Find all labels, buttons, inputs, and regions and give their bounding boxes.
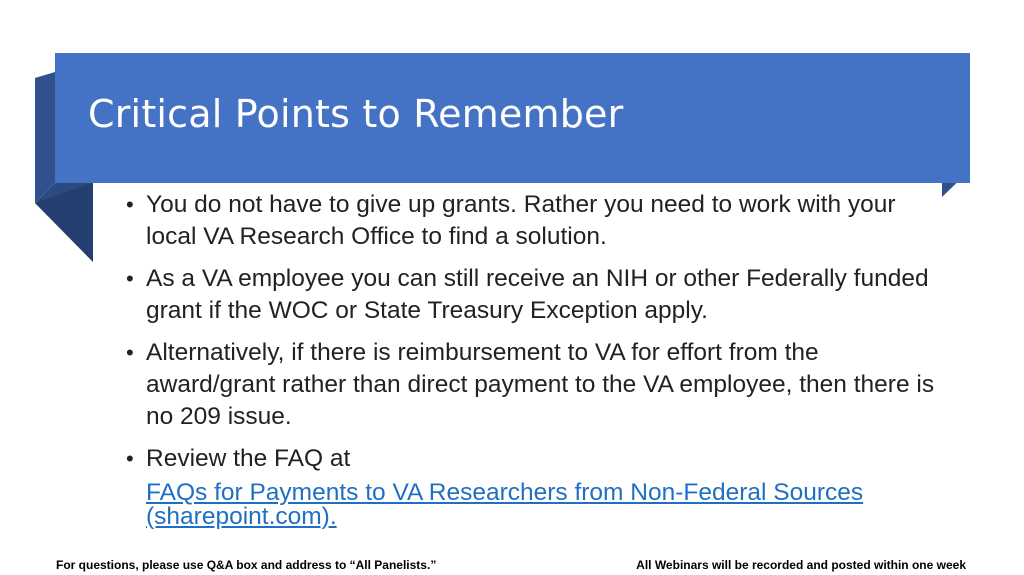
bullet-list [126,189,946,539]
bullet-item [126,443,946,529]
bullet-glyph: • [126,446,134,471]
bullet-text: Review the FAQ at [146,445,351,472]
footer-recording-note: All Webinars will be recorded and posted within one week [636,558,966,572]
slide-title: Critical Points to Remember [88,92,624,136]
bullet-item [126,263,946,327]
bullet-glyph: • [126,340,134,365]
bullet-glyph: • [126,192,134,217]
bullet-item [126,189,946,253]
bullet-text: Alternatively, if there is reimbursement to VA for effort from the award/grant rather than direct payment to the VA employee, then there is no 209 issue. [146,339,935,430]
bullet-item [126,337,946,433]
footer-questions-note: For questions, please use Q&A box and address to “All Panelists.” [56,558,437,572]
bullet-text: As a VA employee you can still receive an NIH or other Federally funded grant if the WOC or State Treasury Exception apply. [146,265,929,324]
bullet-text: You do not have to give up grants. Rather you need to work with your local VA Research Office to find a solution. [146,191,896,250]
ribbon-left-fold [35,72,55,203]
faq-link[interactable]: FAQs for Payments to VA Researchers from Non-Federal Sources (sharepoint.com). [146,479,864,530]
bullet-glyph: • [126,266,134,291]
